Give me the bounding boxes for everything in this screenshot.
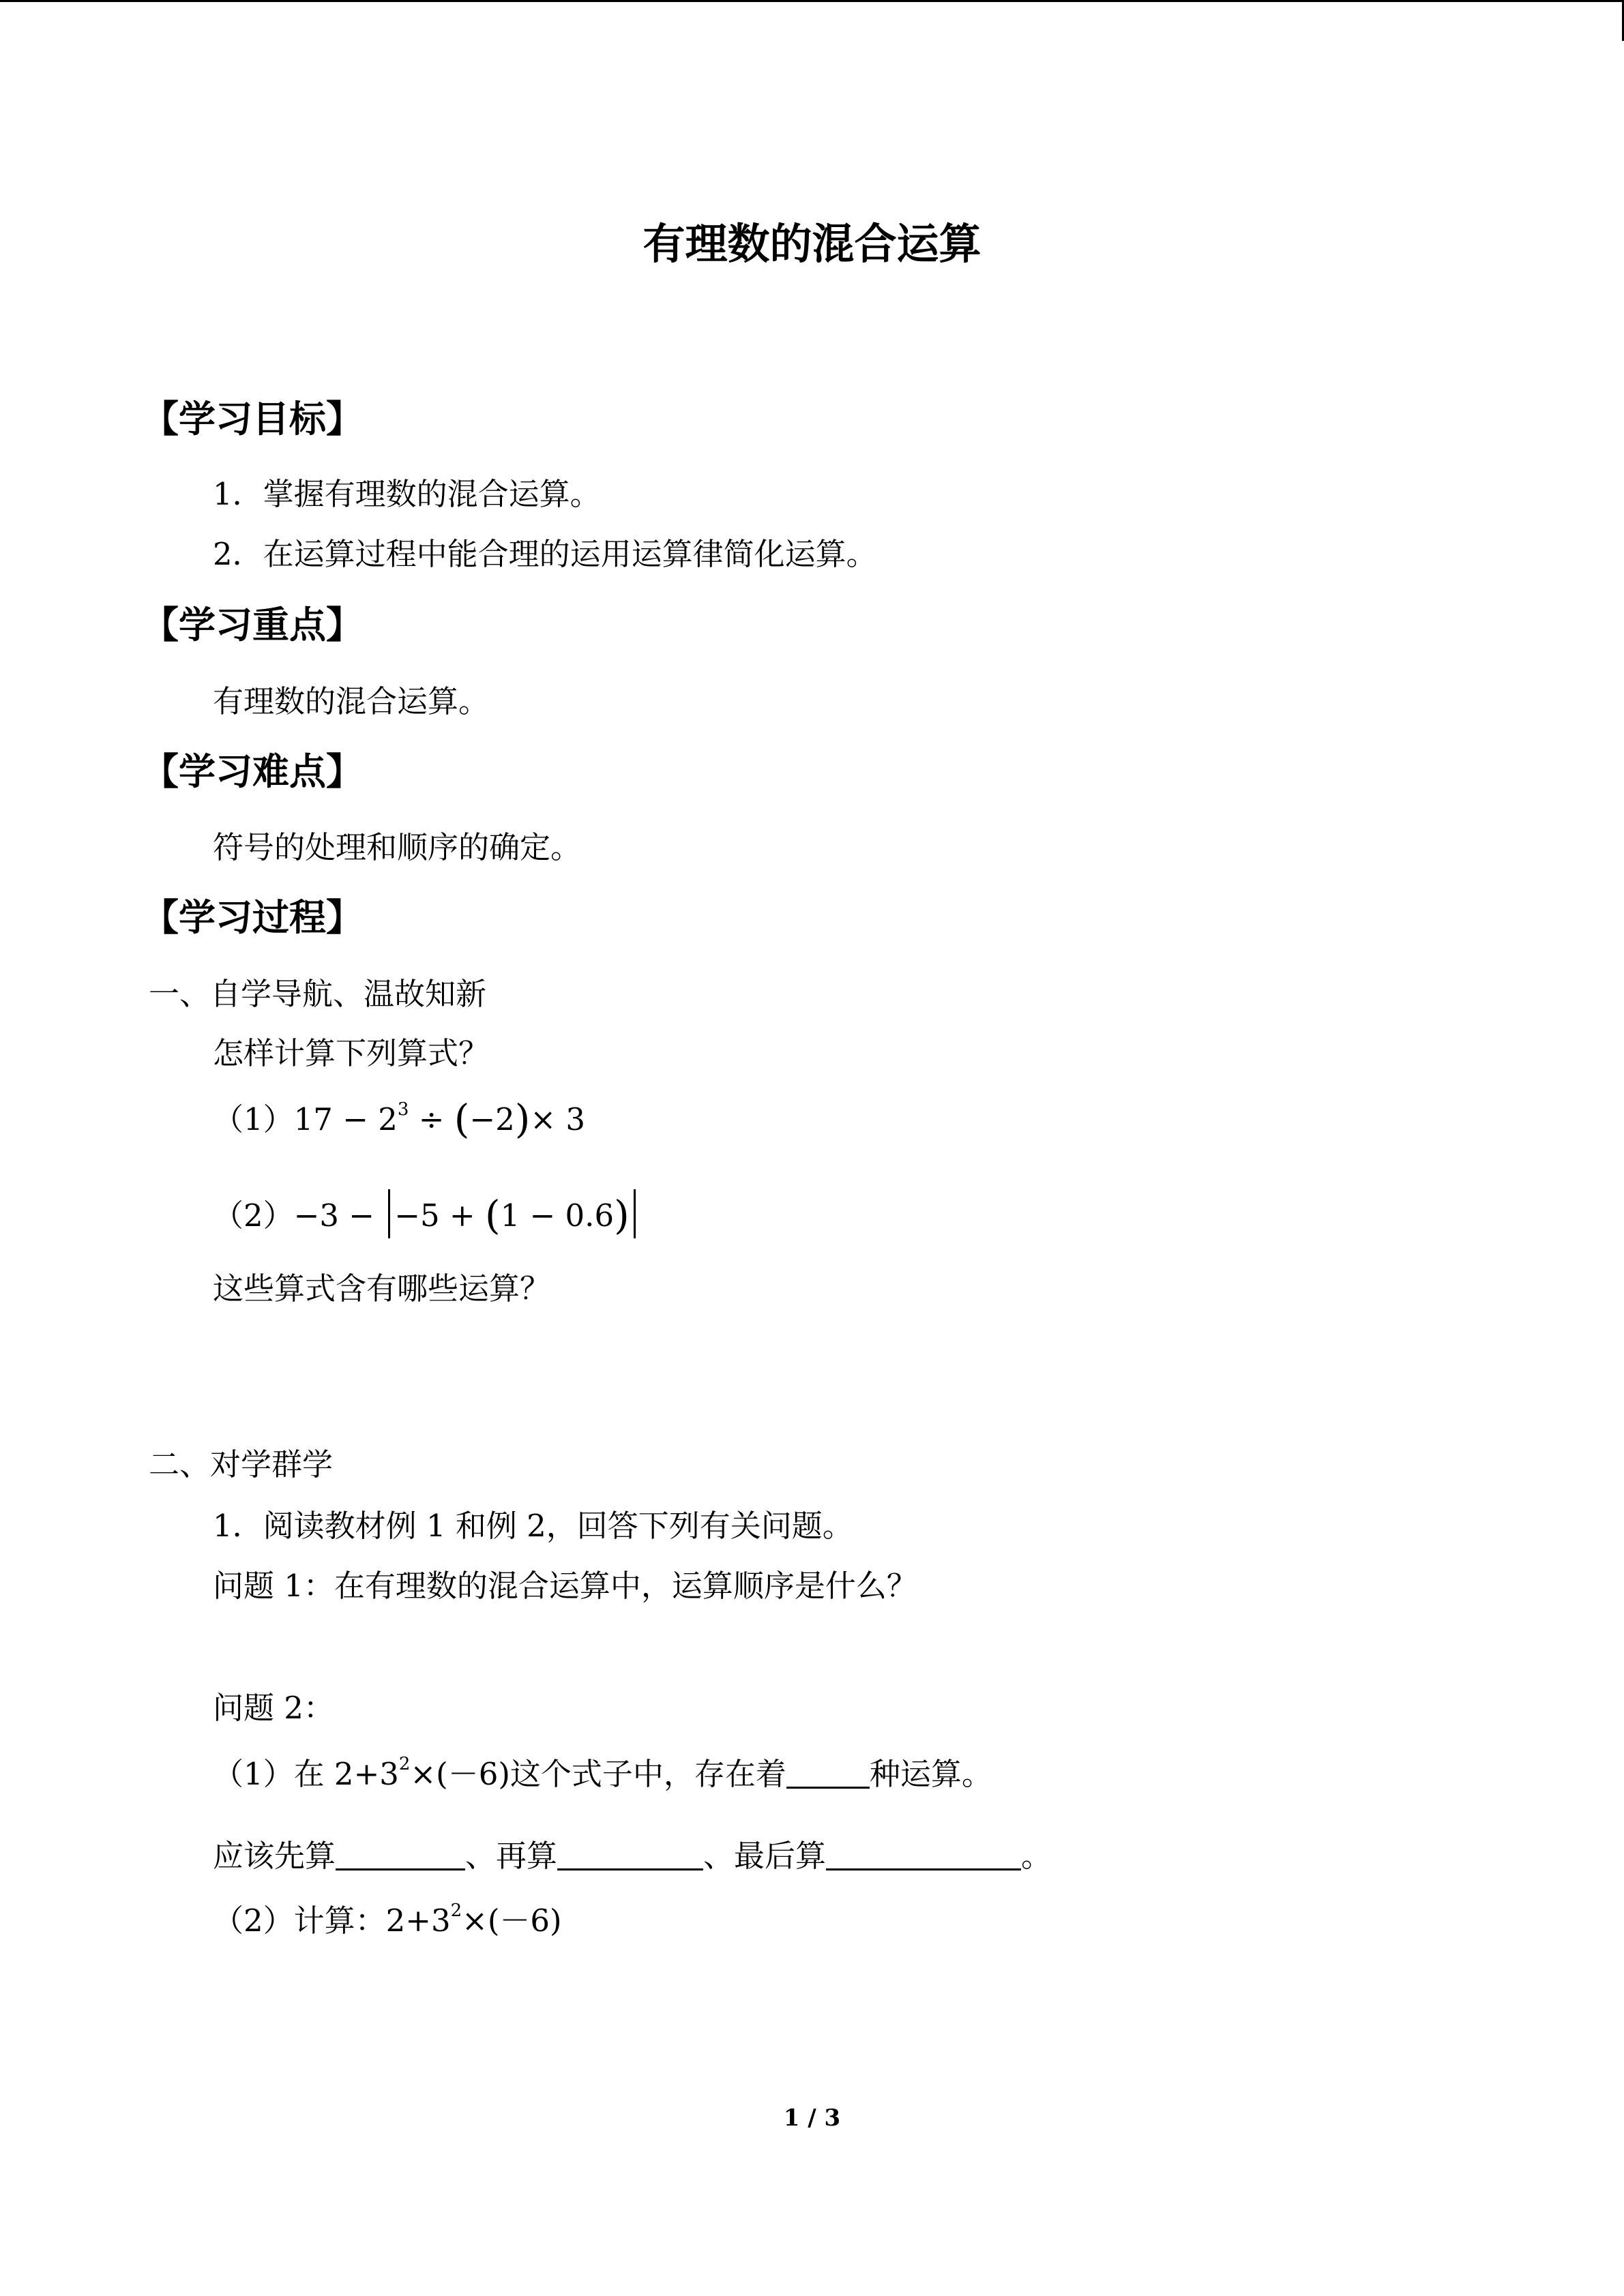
part1-title: 一、自学导航、温故知新 (149, 976, 487, 1012)
part1-closing-question: 这些算式含有哪些运算？ (213, 1270, 551, 1307)
focus-text: 有理数的混合运算。 (213, 683, 490, 719)
expression-2-middle: −5 + (394, 1197, 485, 1234)
answer-blank-second[interactable] (557, 1841, 703, 1870)
question-2-part-1 (213, 1754, 992, 1792)
part2-title: 二、对学群学 (149, 1446, 334, 1482)
paren-open: ( (484, 1192, 501, 1238)
paren-open: ( (454, 1096, 470, 1142)
goal-item-1: 1．掌握有理数的混合运算。 (213, 476, 601, 512)
expression-1-label: （1） (213, 1101, 294, 1137)
answer-blank-count[interactable] (786, 1759, 870, 1789)
abs-bar-close (634, 1189, 636, 1238)
heading-learning-focus: 【学习重点】 (142, 603, 363, 646)
heading-learning-difficulty: 【学习难点】 (142, 750, 363, 793)
order-second-label: 、再算 (465, 1838, 558, 1874)
question-1: 问题 1：在有理数的混合运算中，运算顺序是什么？ (213, 1568, 917, 1604)
order-last-label: 、最后算 (703, 1838, 827, 1874)
part1-question: 怎样计算下列算式？ (213, 1035, 490, 1071)
expression-1-divide: ÷ (409, 1101, 454, 1137)
question-2-part-2 (213, 1900, 562, 1939)
goal-item-2: 2．在运算过程中能合理的运用运算律简化运算。 (213, 536, 877, 572)
q2-1-prefix: （1）在 2+3 (213, 1756, 399, 1792)
abs-bar-open (388, 1189, 390, 1238)
paren-close: ) (514, 1096, 531, 1142)
order-end: 。 (1021, 1838, 1052, 1874)
operation-order-line (213, 1838, 1052, 1874)
expression-2-start: −3 − (293, 1197, 385, 1234)
expression-1-neg: −2 (469, 1101, 515, 1137)
expression-1-exponent: 3 (397, 1099, 409, 1120)
q2-1-suffix: 种运算。 (869, 1756, 992, 1792)
order-first-label: 应该先算 (213, 1838, 336, 1874)
expression-2-label: （2） (213, 1197, 294, 1234)
q2-2-prefix: （2）计算：2+3 (213, 1903, 451, 1939)
difficulty-text: 符号的处理和顺序的确定。 (213, 829, 582, 865)
page-number: 1 / 3 (783, 2104, 841, 2132)
answer-blank-first[interactable] (336, 1841, 465, 1870)
heading-learning-goals: 【学习目标】 (142, 398, 363, 441)
heading-learning-process: 【学习过程】 (142, 896, 363, 939)
q2-1-exponent: 2 (398, 1754, 411, 1774)
expression-2 (213, 1189, 640, 1238)
q2-1-middle: ×(－6)这个式子中，存在着 (410, 1756, 786, 1792)
expression-1-times: × 3 (530, 1101, 585, 1137)
q2-2-suffix: ×(－6) (462, 1903, 562, 1939)
answer-blank-last[interactable] (826, 1841, 1021, 1870)
question-2: 问题 2： (213, 1690, 334, 1726)
part2-read-instruction: 1．阅读教材例 1 和例 2，回答下列有关问题。 (213, 1508, 853, 1544)
q2-2-exponent: 2 (450, 1900, 462, 1921)
expression-2-inner: 1 − 0.6 (500, 1197, 615, 1234)
page-title: 有理数的混合运算 (643, 219, 981, 269)
paren-close: ) (614, 1192, 630, 1238)
expression-1 (213, 1096, 585, 1142)
expression-1-base: 17 − 2 (293, 1101, 398, 1137)
